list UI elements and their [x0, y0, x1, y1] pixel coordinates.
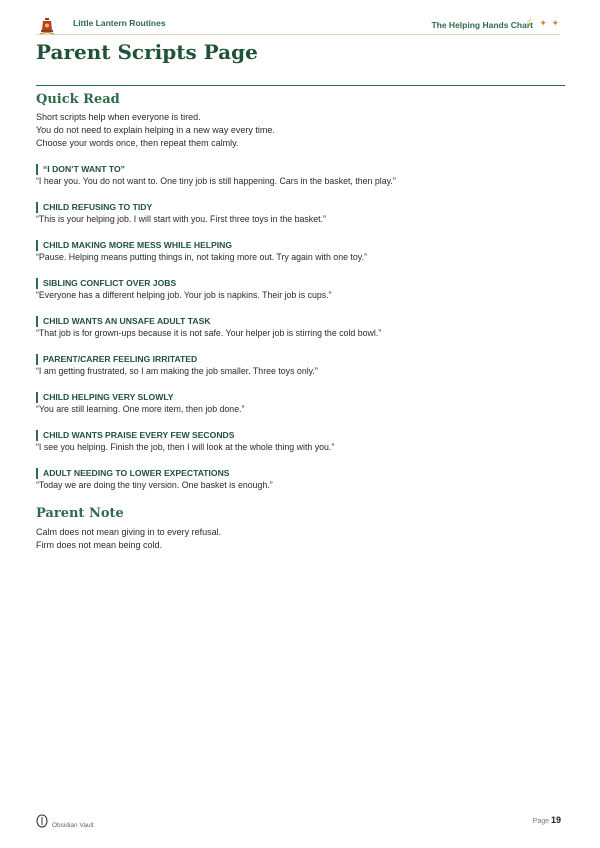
script-quote: “You are still learning. One more item, then job done.” — [36, 404, 245, 414]
page-title: Parent Scripts Page — [36, 40, 258, 64]
script-heading: “I DON’T WANT TO” — [36, 164, 564, 175]
scripts-list — [36, 164, 564, 491]
script-item — [36, 430, 564, 453]
moon-star-decor-icon: ☾ ✦ ✦ — [526, 18, 560, 28]
page-label: Page — [532, 818, 550, 825]
script-item — [36, 392, 564, 415]
script-heading: CHILD MAKING MORE MESS WHILE HELPING — [36, 240, 564, 251]
vault-logo-icon — [36, 814, 48, 828]
parent-note-line: Firm does not mean being cold. — [36, 540, 163, 550]
quick-read-line: Choose your words once, then repeat them calmly. — [36, 138, 239, 148]
lantern-icon — [40, 18, 54, 36]
script-item — [36, 316, 564, 339]
title-divider — [36, 85, 565, 86]
script-item — [36, 468, 564, 491]
page-header — [36, 14, 560, 35]
quick-read-text — [36, 111, 564, 150]
script-quote: “Everyone has a different helping job. Your job is napkins. Their job is cups.” — [36, 290, 332, 300]
script-quote: “I hear you. You do not want to. One tiny job is still happening. Cars in the basket, then play.” — [36, 176, 396, 186]
script-item — [36, 164, 564, 187]
script-heading: CHILD WANTS PRAISE EVERY FEW SECONDS — [36, 430, 564, 441]
quick-read-line: You do not need to explain helping in a new way every time. — [36, 125, 275, 135]
parent-note-text — [36, 526, 564, 552]
script-heading: CHILD HELPING VERY SLOWLY — [36, 392, 564, 403]
script-heading: ADULT NEEDING TO LOWER EXPECTATIONS — [36, 468, 564, 479]
parent-note-line: Calm does not mean giving in to every refusal. — [36, 527, 222, 537]
script-item — [36, 202, 564, 225]
footer-brand: Obsidian Vault — [52, 822, 94, 829]
page-number-value: 19 — [550, 815, 561, 825]
brand-name: Little Lantern Routines — [73, 18, 166, 28]
script-quote: “I am getting frustrated, so I am making the job smaller. Three toys only.” — [36, 366, 318, 376]
script-heading: CHILD REFUSING TO TIDY — [36, 202, 564, 213]
page-number — [533, 815, 561, 825]
script-item — [36, 354, 564, 377]
script-heading: SIBLING CONFLICT OVER JOBS — [36, 278, 564, 289]
page-content — [36, 92, 564, 552]
script-heading: PARENT/CARER FEELING IRRITATED — [36, 354, 564, 365]
script-quote: “Pause. Helping means putting things in, not taking more out. Try again with one toy.” — [36, 252, 367, 262]
script-heading: CHILD WANTS AN UNSAFE ADULT TASK — [36, 316, 564, 327]
script-item — [36, 278, 564, 301]
script-item — [36, 240, 564, 263]
parent-note-title: Parent Note — [36, 506, 124, 521]
script-quote: “This is your helping job. I will start with you. First three toys in the basket.” — [36, 214, 326, 224]
script-quote: “That job is for grown-ups because it is not safe. Your helper job is stirring the cold bowl.” — [36, 328, 382, 338]
script-quote: “Today we are doing the tiny version. One basket is enough.” — [36, 480, 273, 490]
quick-read-line: Short scripts help when everyone is tired. — [36, 112, 201, 122]
chart-title: The Helping Hands Chart — [431, 20, 533, 30]
quick-read-title: Quick Read — [36, 92, 120, 107]
script-quote: “I see you helping. Finish the job, then I will look at the whole thing with you.” — [36, 442, 335, 452]
